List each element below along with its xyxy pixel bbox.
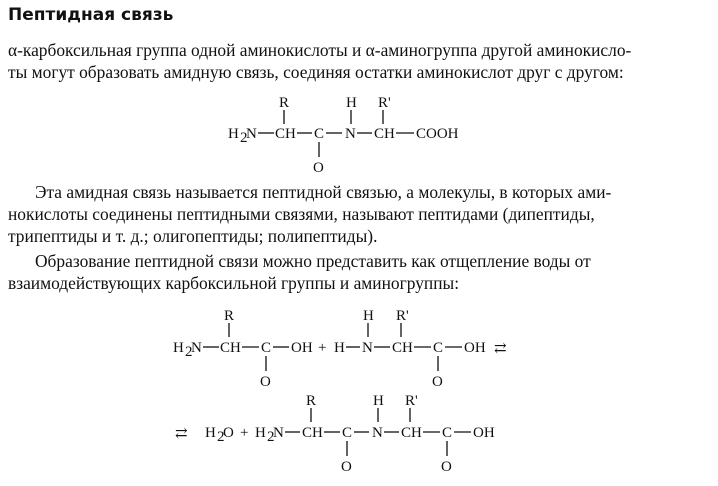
formula-text: 2 xyxy=(240,130,248,146)
formula-text: C xyxy=(314,126,325,142)
formula-text: OH xyxy=(291,340,313,356)
formula-text: CH xyxy=(374,126,395,142)
formula-text: CH xyxy=(275,126,296,142)
formula-text: + xyxy=(318,340,327,356)
formula-text: R xyxy=(279,95,290,111)
formula-text: R' xyxy=(378,95,391,111)
formula-text: C xyxy=(261,340,272,356)
formula-text: C xyxy=(433,340,444,356)
formula-text: N xyxy=(372,425,383,441)
formula-text: H xyxy=(346,95,357,111)
section-heading: Пептидная связь xyxy=(8,5,174,25)
formula-text: O xyxy=(223,425,234,441)
formula-text: H xyxy=(173,340,184,356)
paragraph-line: Образование пептидной связи можно представить как отщепление воды от xyxy=(35,251,591,271)
formula-text: O xyxy=(260,374,271,390)
formula-text: N xyxy=(345,126,356,142)
formula-text: H xyxy=(228,126,239,142)
formula-text: H xyxy=(205,425,216,441)
formula-text: + xyxy=(240,425,249,441)
formula-text: H xyxy=(255,425,266,441)
formula-text: CH xyxy=(302,425,323,441)
formula-text: CH xyxy=(401,425,422,441)
formula-text: R' xyxy=(405,393,418,409)
formula-text: 2 xyxy=(217,429,225,445)
formula-text: N xyxy=(362,340,373,356)
paragraph-line: ты могут образовать амидную связь, соединяя остатки аминокислот друг с другом: xyxy=(8,62,624,82)
formula-text: O xyxy=(341,459,352,475)
formula-text: 2 xyxy=(185,344,193,360)
formula-text: H xyxy=(363,308,374,324)
formula-text: R xyxy=(224,308,235,324)
formula-text: H xyxy=(334,340,345,356)
formula-text: O xyxy=(432,374,443,390)
paragraph-line: α-карбоксильная группа одной аминокислоты и α-аминогруппа другой аминокисло- xyxy=(8,40,632,60)
equilibrium-arrow-icon: ⇄ xyxy=(494,341,507,357)
formula-text: R xyxy=(306,393,317,409)
formula-text: O xyxy=(313,160,324,176)
paragraph-line: нокислоты соединены пептидными связями, называют пептидами (дипептиды, xyxy=(8,204,595,224)
formula-text: CH xyxy=(392,340,413,356)
formula-text: OH xyxy=(464,340,486,356)
formula-text: N xyxy=(191,340,202,356)
formula-text: N xyxy=(273,425,284,441)
equilibrium-arrow-icon: ⇄ xyxy=(175,426,188,442)
formula-text: N xyxy=(246,126,257,142)
formula-text: O xyxy=(441,459,452,475)
formula-text: OH xyxy=(473,425,495,441)
formula-text: H xyxy=(373,393,384,409)
paragraph-line: Эта амидная связь называется пептидной связью, а молекулы, в которых ами- xyxy=(35,182,612,202)
formula-text: C xyxy=(342,425,353,441)
formula-text: R' xyxy=(396,308,409,324)
formula-text: COOH xyxy=(416,126,459,142)
formula-text: C xyxy=(442,425,453,441)
paragraph-line: трипептиды и т. д.; олигопептиды; полипептиды). xyxy=(8,226,378,246)
paragraph-line: взаимодействующих карбоксильной группы и аминогруппы: xyxy=(8,273,460,293)
formula-text: CH xyxy=(220,340,241,356)
formula-text: 2 xyxy=(267,429,275,445)
